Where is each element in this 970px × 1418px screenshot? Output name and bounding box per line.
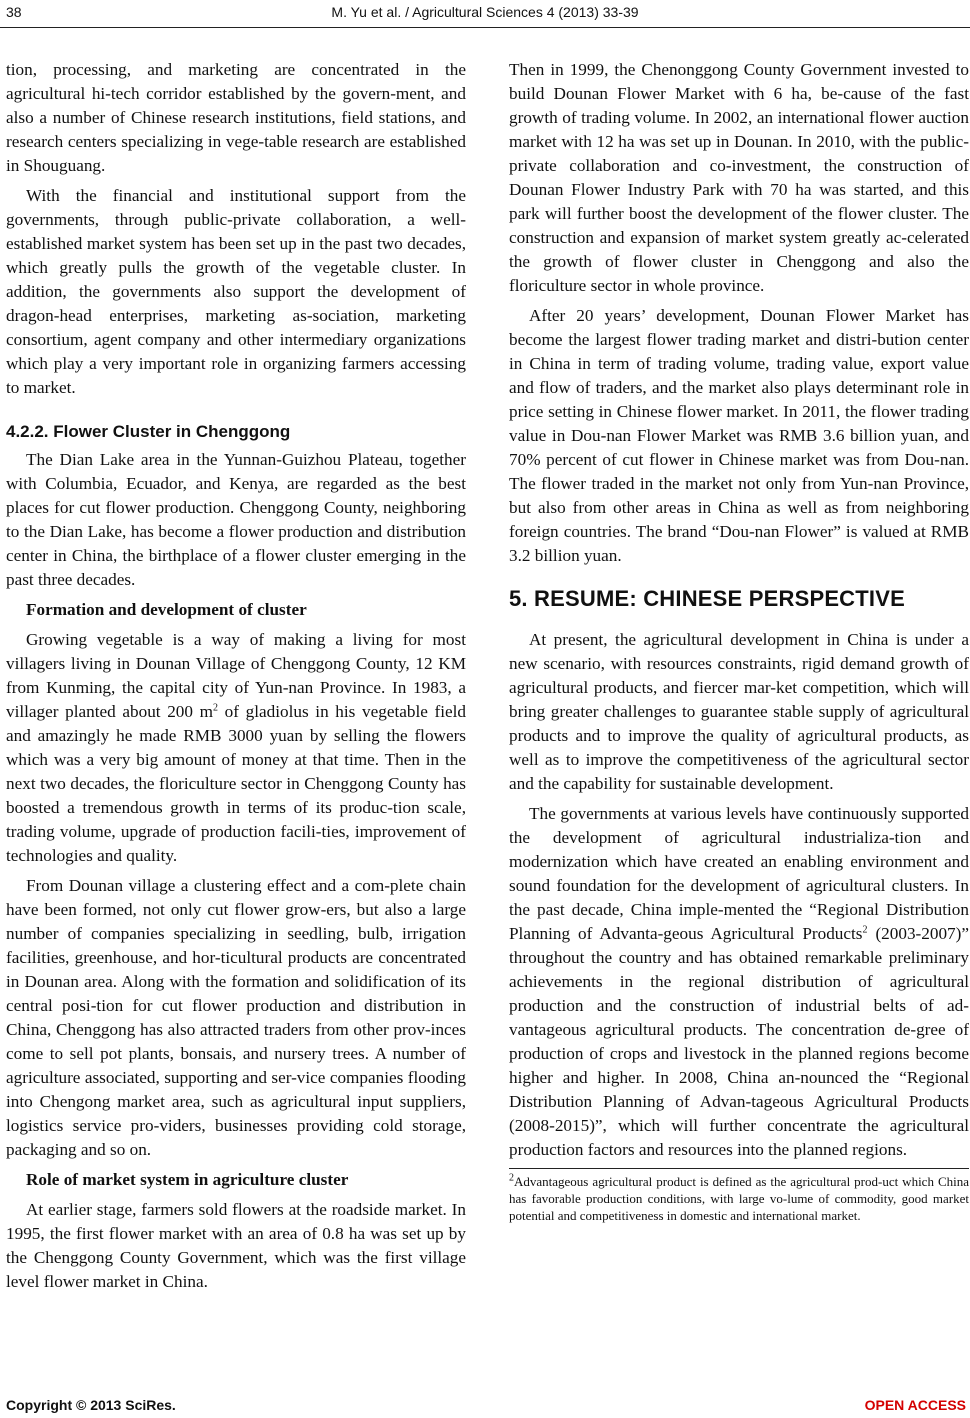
text-run: The governments at various levels have continuously supported the development of agricultural industrializa-tion and modernization which have created an enabling environment and sound foundation for the development of agricultural clusters. In the past decade, China imple-mented the “Regional Distribution Planning of Advanta-geous Agricultural Products xyxy=(509,804,969,943)
text-run: Growing vegetable is a way of making a living for most villagers living in Dounan Village of Chenggong County, 12 KM from Kunming, the capital city of Yun-nan Province. In 1983, a villager planted about 200 m xyxy=(6,630,466,721)
left-column xyxy=(6,58,466,1300)
paragraph: tion, processing, and marketing are concentrated in the agricultural hi-tech corridor established by the govern-ment, and also a number of Chinese research institutions, field stations, and research centers specializing in vege-table research are established in Shouguang. xyxy=(6,60,466,175)
open-access-label: OPEN ACCESS xyxy=(864,1397,966,1413)
paragraph: At present, the agricultural development in China is under a new scenario, with resources constraints, rigid demand growth of agricultural products, and fiercer mar-ket competition, which will bring greater challenges to guarantee stable supply of agricultural products and to improve the quality of agricultural products, as well as to improve the competitiveness of the agricultural sector and the capability for sustainable development. xyxy=(509,630,969,793)
text-run: of gladiolus in his vegetable field and amazingly he made RMB 3000 yuan by selling the flowers which was a very big amount of money at that time. Then in the next two decades, the floriculture sector in Chenggong County has boosted a tremendous growth in terms of its produc-tion scale, trading volume, upgrade of production facili-ties, improvement of technologies and quality. xyxy=(6,702,467,865)
footnote-mark: 2 xyxy=(509,1172,514,1184)
footnote-rule xyxy=(509,1168,969,1169)
superscript: 2 xyxy=(213,702,219,714)
header-rule xyxy=(0,27,970,28)
paragraph: At earlier stage, farmers sold flowers at the roadside market. In 1995, the first flower market with an area of 0.8 ha was set up by the Chenggong County Government, which was the first village level flower market in China. xyxy=(6,1200,466,1291)
copyright: Copyright © 2013 SciRes. xyxy=(6,1397,176,1413)
paragraph-heading: Role of market system in agriculture cluster xyxy=(26,1170,349,1189)
footnote xyxy=(509,1173,969,1224)
right-column xyxy=(509,58,969,1230)
running-title: M. Yu et al. / Agricultural Sciences 4 (2013) 33-39 xyxy=(331,4,639,20)
section-title: 5. RESUME: CHINESE PERSPECTIVE xyxy=(509,586,905,611)
paragraph: With the financial and institutional support from the governments, through public-private collaboration, a well-established market system has been set up in the past two decades, which greatly pulls the growth of the vegetable cluster. In addition, the governments also support the development of dragon-head enterprises, marketing as-sociation, marketing consortium, agent company and other intermediary organizations which play a very important role in organizing farmers accessing to market. xyxy=(6,186,466,397)
paragraph xyxy=(509,802,969,1162)
footnote-text: Advantageous agricultural product is defined as the agricultural prod-uct which China has favorable production conditions, with large vo-lume of commodity, good market potential and competitiveness in domestic and international market. xyxy=(509,1174,969,1223)
subsection-title: 4.2.2. Flower Cluster in Chenggong xyxy=(6,422,291,441)
paragraph-heading: Formation and development of cluster xyxy=(26,600,307,619)
text-run: (2003-2007)” throughout the country and has obtained remarkable preliminary achievements in the regional distribution of agricultural production and the construction of industrial belts of ad-vantageous agricultural products. The concentration de-gree of production of crops and livestock in the planned regions become higher and higher. In 2008, China an-nounced the “Regional Distribution Planning of Advan-tageous Agricultural Products (2008-2015)”, which will further concentrate the agricultural production factors and resources into the planned regions. xyxy=(509,924,969,1159)
paragraph: From Dounan village a clustering effect and a com-plete chain have been formed, not only cut flower grow-ers, but also a large number of companies specializing in seedling, bulb, irrigation facilities, greenhouse, and hor-ticultural products are concentrated in Dounan area. Along with the formation and solidification of its central posi-tion for cut flower production and distribution in China, Chenggong has also attracted traders from other prov-inces come to sell pot plants, bonsais, and nursery trees. A number of agriculture associated, supporting and ser-vice companies flooding into Chengong market area, such as agricultural input suppliers, logistics service pro-viders, businesses providing cold storage, packaging and so on. xyxy=(6,876,466,1159)
paragraph xyxy=(6,628,466,868)
paragraph: Then in 1999, the Chenonggong County Government invested to build Dounan Flower Market with 6 ha, be-cause of the fast growth of trading volume. In 2002, an international flower auction market with 12 ha was set up in Dounan. In 2010, with the public-private collaboration and co-investment, the construction of Dounan Flower Industry Park with 70 ha was started, and this park will further boost the development of the flower cluster. The construction and expansion of market system greatly ac-celerated the growth of flower cluster in Chenggong and also the floriculture sector in whole province. xyxy=(509,60,969,295)
paragraph: After 20 years’ development, Dounan Flower Market has become the largest flower trading market and distri-bution center in China in term of trading volume, trading value, export value and flow of traders, and the market also plays determinant role in price setting in Chinese flower market. In 2011, the flower trading value in Dou-nan Flower Market was RMB 3.6 billion yuan, and 70% percent of cut flower in Chinese market was from Dou-nan. The flower traded in the market not only from Yun-nan Province, but also from other areas in China as well as from neighboring foreign countries. The brand “Dou-nan Flower” is valued at RMB 3.2 billion yuan. xyxy=(509,306,969,565)
page-number: 38 xyxy=(6,4,22,20)
paragraph: The Dian Lake area in the Yunnan-Guizhou Plateau, together with Columbia, Ecuador, and Kenya, are regarded as the best places for cut flower production. Chenggong County, neighboring to the Dian Lake, has become a flower production and distribution center in China, the birthplace of a flower cluster emerging in the past three decades. xyxy=(6,450,466,589)
superscript: 2 xyxy=(862,924,868,936)
